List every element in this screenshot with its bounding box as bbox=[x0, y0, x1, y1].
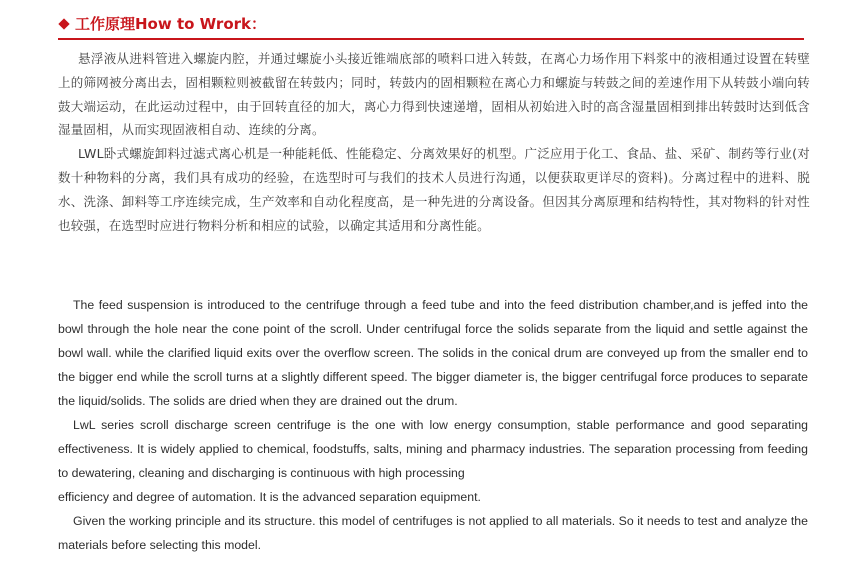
english-paragraph-3: efficiency and degree of automation. It is the advanced separation equipment. bbox=[58, 490, 481, 504]
chinese-paragraph-2: LWL卧式螺旋卸料过滤式离心机是一种能耗低、性能稳定、分离效果好的机型。广泛应用于化工、食品、盐、采矿、制药等行业(对数十种物料的分离，我们具有成功的经验，在选型时可与我们的技术人员进行沟通，以便获取更详尽的资料)。分离过程中的进料、脱水、洗涤、卸料等工序连续完成，生产效率和自动化程度高，是一种先进的分离设备。但因其分离原理和结构特性，其对物料的针对性也较强，在选型时应进行物料分析和相应的试验，以确定其适用和分离性能。 bbox=[58, 146, 810, 233]
english-paragraph-1: The feed suspension is introduced to the centrifuge through a feed tube and into the feed distribution chamber,and is jeffed into the bowl through the hole near the cone point of the scroll. Under centrifugal force the solids separate from the liquid and settle against the bowl wall. while the clarified liquid exits over the overflow screen. The solids in the conical drum are conveyed up from the smaller end to the bigger end while the scroll turns at a slightly different speed. The bigger diameter is, the bigger centrifugal force produces to separate the liquid/solids. The solids are dried when they are drained out the drum. bbox=[58, 298, 808, 408]
section-title: 工作原理How to Wrork： bbox=[75, 15, 266, 33]
section-header bbox=[58, 12, 804, 40]
chinese-text-block bbox=[58, 47, 810, 237]
english-paragraph-4: Given the working principle and its structure. this model of centrifuges is not applied to all materials. So it needs to test and analyze the materials before selecting this model. bbox=[58, 514, 808, 552]
english-text-block bbox=[58, 293, 808, 557]
diamond-bullet-icon bbox=[58, 18, 69, 29]
chinese-paragraph-1: 悬浮液从进料管进入螺旋内腔，并通过螺旋小头接近锥端底部的喷料口进入转鼓，在离心力场作用下料浆中的液相通过设置在转壁上的筛网被分离出去，固相颗粒则被截留在转鼓内；同时，转鼓内的固相颗粒在离心力和螺旋与转鼓之间的差速作用下从转鼓小端向转鼓大端运动，在此运动过程中，由于回转直径的加大，离心力得到快速递增，固相从初始进入时的高含湿量固相到排出转鼓时达到低含湿量固相，从而实现固液相自动、连续的分离。 bbox=[58, 51, 810, 138]
english-paragraph-2: LwL series scroll discharge screen centrifuge is the one with low energy consumption, stable performance and good separating effectiveness. It is widely applied to chemical, foodstuffs, salts, mining and pharmacy industries. The separation processing from feeding to dewatering, cleaning and discharging is continuous with high processing bbox=[58, 418, 808, 480]
